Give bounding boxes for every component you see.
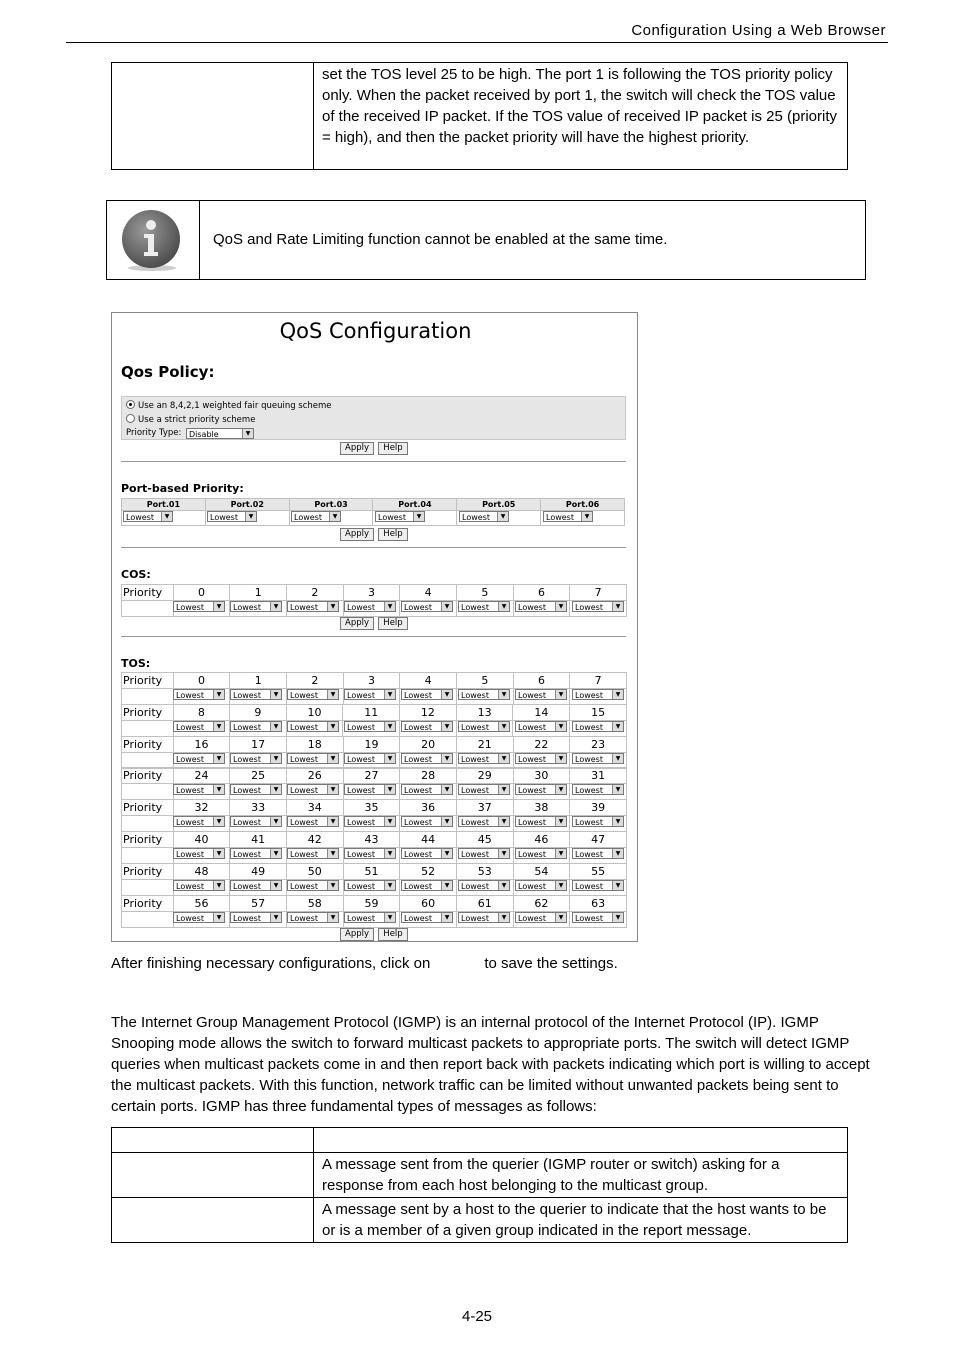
- help-button[interactable]: Help: [378, 928, 408, 941]
- priority-select[interactable]: Lowest ▼: [287, 848, 339, 859]
- priority-select[interactable]: Lowest ▼: [123, 511, 173, 522]
- priority-level: 33: [230, 800, 287, 816]
- chevron-down-icon: ▼: [555, 602, 566, 611]
- tos-description-text: set the TOS level 25 to be high. The port 1 is following the TOS priority policy only. When the packet received by port 1, the switch will check the TOS value of the received IP packet. If the TOS value of received IP packet is 25 (priority = high), and then the packet priority will have the highest priority.: [314, 63, 848, 170]
- cos-heading: COS:: [121, 568, 151, 581]
- priority-level: 5: [456, 673, 513, 689]
- priority-level: 23: [570, 736, 627, 752]
- priority-select[interactable]: Lowest ▼: [458, 848, 510, 859]
- priority-level: 7: [570, 673, 627, 689]
- priority-select[interactable]: Lowest ▼: [572, 753, 624, 764]
- chevron-down-icon: ▼: [555, 849, 566, 858]
- priority-level: 50: [286, 863, 343, 879]
- chevron-down-icon: ▼: [270, 602, 281, 611]
- priority-level: 20: [400, 736, 457, 752]
- priority-select[interactable]: Lowest ▼: [515, 912, 567, 923]
- priority-select[interactable]: Lowest ▼: [401, 848, 453, 859]
- priority-select[interactable]: Lowest ▼: [287, 689, 339, 700]
- chevron-down-icon: ▼: [270, 754, 281, 763]
- priority-level: 11: [343, 704, 400, 720]
- priority-select[interactable]: Lowest ▼: [572, 721, 624, 732]
- priority-level: 41: [230, 832, 287, 848]
- priority-select[interactable]: Lowest ▼: [230, 880, 282, 891]
- priority-select[interactable]: Lowest ▼: [458, 689, 510, 700]
- chevron-down-icon: ▼: [270, 722, 281, 731]
- chevron-down-icon: ▼: [612, 913, 623, 922]
- chevron-down-icon: ▼: [441, 817, 452, 826]
- chevron-down-icon: ▼: [498, 722, 509, 731]
- priority-select[interactable]: Lowest ▼: [401, 880, 453, 891]
- priority-level: 57: [230, 895, 287, 911]
- chevron-down-icon: ▼: [498, 785, 509, 794]
- priority-level: 39: [570, 800, 627, 816]
- priority-select[interactable]: Lowest ▼: [401, 816, 453, 827]
- chevron-down-icon: ▼: [612, 602, 623, 611]
- priority-select[interactable]: Lowest ▼: [515, 880, 567, 891]
- priority-level: 29: [456, 768, 513, 784]
- priority-level: 10: [286, 704, 343, 720]
- port-header: Port.01: [122, 499, 206, 511]
- chevron-down-icon: ▼: [384, 881, 395, 890]
- chevron-down-icon: ▼: [497, 512, 508, 521]
- port-header: Port.02: [205, 499, 289, 511]
- priority-select[interactable]: Lowest ▼: [344, 753, 396, 764]
- chevron-down-icon: ▼: [612, 849, 623, 858]
- priority-level: 15: [570, 704, 627, 720]
- priority-select[interactable]: Lowest ▼: [230, 689, 282, 700]
- igmp-description: A message sent from the querier (IGMP router or switch) asking for a response from each host belonging to the multicast group.: [314, 1153, 848, 1198]
- priority-select[interactable]: Lowest ▼: [572, 816, 624, 827]
- igmp-message-table: [111, 1127, 848, 1243]
- priority-level: 43: [343, 832, 400, 848]
- priority-level: 27: [343, 768, 400, 784]
- after-text: After finishing necessary configurations, click on to save the settings.: [111, 955, 618, 972]
- priority-select[interactable]: Lowest ▼: [173, 816, 225, 827]
- chevron-down-icon: ▼: [555, 690, 566, 699]
- priority-level: 52: [400, 863, 457, 879]
- priority-select[interactable]: Lowest ▼: [458, 753, 510, 764]
- priority-level: 17: [230, 736, 287, 752]
- priority-level: 45: [456, 832, 513, 848]
- priority-select[interactable]: Lowest ▼: [515, 601, 567, 612]
- priority-level: 25: [230, 768, 287, 784]
- priority-level: 31: [570, 768, 627, 784]
- wfq-label: Use an 8,4,2,1 weighted fair queuing scheme: [138, 401, 332, 411]
- priority-level: 42: [286, 832, 343, 848]
- chevron-down-icon: ▼: [327, 785, 338, 794]
- chevron-down-icon: ▼: [555, 913, 566, 922]
- priority-select[interactable]: Lowest ▼: [458, 816, 510, 827]
- chevron-down-icon: ▼: [327, 722, 338, 731]
- chevron-down-icon: ▼: [441, 913, 452, 922]
- chevron-down-icon: ▼: [213, 849, 224, 858]
- priority-select[interactable]: Lowest ▼: [287, 912, 339, 923]
- priority-level: 49: [230, 863, 287, 879]
- priority-select[interactable]: Lowest ▼: [344, 689, 396, 700]
- priority-level: 24: [173, 768, 230, 784]
- header-rule: [66, 42, 888, 43]
- priority-level: 35: [343, 800, 400, 816]
- priority-level: 56: [173, 895, 230, 911]
- priority-select[interactable]: Lowest ▼: [207, 511, 257, 522]
- priority-select[interactable]: Lowest ▼: [230, 784, 282, 795]
- priority-select[interactable]: Lowest ▼: [287, 721, 339, 732]
- priority-select[interactable]: Lowest ▼: [458, 601, 510, 612]
- chevron-down-icon: ▼: [413, 512, 424, 521]
- priority-select[interactable]: Lowest ▼: [344, 784, 396, 795]
- priority-level: 55: [570, 863, 627, 879]
- priority-level: 38: [513, 800, 570, 816]
- divider: [121, 461, 626, 462]
- priority-level: 3: [343, 585, 400, 601]
- priority-label: Priority: [122, 863, 174, 879]
- priority-level: 5: [456, 585, 513, 601]
- chevron-down-icon: ▼: [327, 849, 338, 858]
- strict-option[interactable]: [126, 414, 255, 425]
- strict-label: Use a strict priority scheme: [138, 415, 256, 425]
- chevron-down-icon: ▼: [498, 817, 509, 826]
- priority-level: 6: [513, 673, 570, 689]
- chevron-down-icon: ▼: [213, 881, 224, 890]
- priority-select[interactable]: Lowest ▼: [287, 753, 339, 764]
- table-row: [112, 1153, 848, 1198]
- chevron-down-icon: ▼: [213, 785, 224, 794]
- divider: [121, 547, 626, 548]
- priority-level: 53: [456, 863, 513, 879]
- priority-select[interactable]: Lowest ▼: [287, 816, 339, 827]
- chevron-down-icon: ▼: [498, 754, 509, 763]
- chevron-down-icon: ▼: [329, 512, 340, 521]
- chevron-down-icon: ▼: [384, 817, 395, 826]
- apply-button[interactable]: Apply: [340, 617, 374, 630]
- priority-level: 4: [400, 585, 457, 601]
- chevron-down-icon: ▼: [612, 817, 623, 826]
- priority-level: 2: [287, 673, 344, 689]
- chevron-down-icon: ▼: [327, 913, 338, 922]
- priority-level: 51: [343, 863, 400, 879]
- priority-level: 36: [400, 800, 457, 816]
- priority-level: 40: [173, 832, 230, 848]
- help-button[interactable]: Help: [378, 442, 408, 455]
- chevron-down-icon: ▼: [270, 690, 281, 699]
- priority-select[interactable]: Lowest ▼: [572, 601, 624, 612]
- priority-level: 47: [570, 832, 627, 848]
- port-header: Port.03: [289, 499, 373, 511]
- chevron-down-icon: ▼: [498, 690, 509, 699]
- priority-level: 16: [173, 736, 230, 752]
- chevron-down-icon: ▼: [441, 722, 452, 731]
- radio-selected[interactable]: [126, 400, 135, 409]
- chevron-down-icon: ▼: [384, 722, 395, 731]
- priority-select[interactable]: Lowest ▼: [230, 721, 282, 732]
- port-priority-heading: Port-based Priority:: [121, 482, 244, 495]
- chevron-down-icon: ▼: [555, 754, 566, 763]
- priority-level: 62: [513, 895, 570, 911]
- priority-level: 28: [400, 768, 457, 784]
- priority-level: 13: [456, 704, 513, 720]
- priority-level: 48: [173, 863, 230, 879]
- chevron-down-icon: ▼: [555, 785, 566, 794]
- chevron-down-icon: ▼: [327, 881, 338, 890]
- priority-level: 9: [230, 704, 287, 720]
- chevron-down-icon: ▼: [213, 817, 224, 826]
- chevron-down-icon: ▼: [441, 881, 452, 890]
- qos-policy-heading: Qos Policy:: [121, 363, 215, 381]
- priority-label: Priority: [122, 800, 174, 816]
- divider: [121, 636, 626, 637]
- priority-select[interactable]: Lowest ▼: [173, 880, 225, 891]
- chevron-down-icon: ▼: [384, 849, 395, 858]
- igmp-paragraph: The Internet Group Management Protocol (IGMP) is an internal protocol of the Internet Protocol (IP). IGMP Snooping mode allows the switch to forward multicast packets to appropriate ports. The switch will detect IGMP queries when multicast packets come in and then report back with packets indicating which port is willing to accept the multicast packets. With this function, network traffic can be limited without unwanted packets being sent to certain ports. IGMP has three fundamental types of messages as follows:: [111, 1014, 870, 1115]
- apply-button[interactable]: Apply: [340, 442, 374, 455]
- chevron-down-icon: ▼: [213, 754, 224, 763]
- policy-box: [121, 396, 626, 440]
- priority-level: 60: [400, 895, 457, 911]
- page-number: 4-25: [461, 1308, 493, 1325]
- chevron-down-icon: ▼: [384, 690, 395, 699]
- chevron-down-icon: ▼: [242, 429, 253, 438]
- priority-level: 58: [286, 895, 343, 911]
- priority-select[interactable]: Lowest ▼: [572, 848, 624, 859]
- priority-select[interactable]: Lowest ▼: [458, 721, 510, 732]
- priority-select[interactable]: Lowest ▼: [230, 601, 282, 612]
- help-button[interactable]: Help: [378, 617, 408, 630]
- priority-select[interactable]: Lowest ▼: [291, 511, 341, 522]
- priority-select[interactable]: Lowest ▼: [230, 912, 282, 923]
- priority-select[interactable]: Lowest ▼: [344, 721, 396, 732]
- priority-level: 61: [456, 895, 513, 911]
- priority-level: 4: [400, 673, 457, 689]
- priority-select[interactable]: Lowest ▼: [572, 880, 624, 891]
- priority-select[interactable]: Lowest ▼: [401, 689, 453, 700]
- priority-level: 0: [173, 585, 230, 601]
- priority-level: 7: [570, 585, 627, 601]
- priority-select[interactable]: Lowest ▼: [458, 880, 510, 891]
- priority-select[interactable]: Lowest ▼: [401, 753, 453, 764]
- chevron-down-icon: ▼: [270, 881, 281, 890]
- priority-select[interactable]: Lowest ▼: [458, 784, 510, 795]
- priority-select[interactable]: Lowest ▼: [515, 784, 567, 795]
- priority-select[interactable]: Lowest ▼: [173, 601, 225, 612]
- priority-select[interactable]: Lowest ▼: [344, 848, 396, 859]
- chevron-down-icon: ▼: [498, 849, 509, 858]
- priority-level: 1: [230, 585, 287, 601]
- priority-level: 1: [230, 673, 287, 689]
- chevron-down-icon: ▼: [384, 602, 395, 611]
- priority-level: 6: [513, 585, 570, 601]
- priority-level: 21: [456, 736, 513, 752]
- priority-select[interactable]: Lowest ▼: [515, 689, 567, 700]
- priority-select[interactable]: Lowest ▼: [173, 753, 225, 764]
- chevron-down-icon: ▼: [612, 754, 623, 763]
- priority-select[interactable]: Lowest ▼: [173, 784, 225, 795]
- priority-select[interactable]: Lowest ▼: [344, 601, 396, 612]
- priority-level: 46: [513, 832, 570, 848]
- priority-label: Priority: [122, 895, 174, 911]
- priority-select[interactable]: Lowest ▼: [515, 721, 567, 732]
- priority-label: Priority: [122, 585, 174, 601]
- port-header: Port.06: [541, 499, 625, 511]
- chevron-down-icon: ▼: [213, 913, 224, 922]
- priority-select[interactable]: Lowest ▼: [230, 816, 282, 827]
- priority-select[interactable]: Lowest ▼: [287, 784, 339, 795]
- priority-select[interactable]: Lowest ▼: [375, 511, 425, 522]
- tos-description-table: [111, 62, 848, 170]
- chevron-down-icon: ▼: [612, 690, 623, 699]
- chevron-down-icon: ▼: [581, 512, 592, 521]
- note-text: QoS and Rate Limiting function cannot be enabled at the same time.: [213, 231, 668, 248]
- priority-level: 22: [513, 736, 570, 752]
- port-header: Port.04: [373, 499, 457, 511]
- chevron-down-icon: ▼: [327, 602, 338, 611]
- chevron-down-icon: ▼: [441, 785, 452, 794]
- chevron-down-icon: ▼: [441, 690, 452, 699]
- chevron-down-icon: ▼: [555, 881, 566, 890]
- priority-level: 34: [286, 800, 343, 816]
- priority-level: 59: [343, 895, 400, 911]
- chevron-down-icon: ▼: [555, 817, 566, 826]
- chevron-down-icon: ▼: [270, 817, 281, 826]
- priority-select[interactable]: Lowest ▼: [459, 511, 509, 522]
- priority-select[interactable]: Lowest ▼: [401, 601, 453, 612]
- priority-select[interactable]: Lowest ▼: [344, 816, 396, 827]
- chevron-down-icon: ▼: [441, 849, 452, 858]
- chevron-down-icon: ▼: [213, 722, 224, 731]
- priority-level: 32: [173, 800, 230, 816]
- priority-select[interactable]: Lowest ▼: [173, 721, 225, 732]
- chevron-down-icon: ▼: [612, 785, 623, 794]
- priority-level: 54: [513, 863, 570, 879]
- priority-select[interactable]: Lowest ▼: [401, 784, 453, 795]
- priority-level: 44: [400, 832, 457, 848]
- priority-level: 2: [287, 585, 344, 601]
- chevron-down-icon: ▼: [498, 602, 509, 611]
- priority-select[interactable]: Lowest ▼: [458, 912, 510, 923]
- chevron-down-icon: ▼: [384, 913, 395, 922]
- priority-label: Priority: [122, 673, 174, 689]
- radio-unselected[interactable]: [126, 414, 135, 423]
- priority-type-select[interactable]: Disable ▼: [186, 428, 254, 439]
- chevron-down-icon: ▼: [327, 690, 338, 699]
- note-box: [106, 200, 866, 280]
- priority-select[interactable]: Lowest ▼: [515, 816, 567, 827]
- chevron-down-icon: ▼: [498, 881, 509, 890]
- chevron-down-icon: ▼: [441, 602, 452, 611]
- priority-select[interactable]: Lowest ▼: [572, 784, 624, 795]
- wfq-option[interactable]: [126, 400, 332, 411]
- apply-button[interactable]: Apply: [340, 928, 374, 941]
- apply-button[interactable]: Apply: [340, 528, 374, 541]
- priority-select[interactable]: Lowest ▼: [543, 511, 593, 522]
- priority-select[interactable]: Lowest ▼: [515, 753, 567, 764]
- priority-label: Priority: [122, 704, 174, 720]
- igmp-description: A message sent by a host to the querier to indicate that the host wants to be or is a member of a given group indicated in the report message.: [314, 1198, 848, 1243]
- priority-select[interactable]: Lowest ▼: [230, 753, 282, 764]
- priority-select[interactable]: Lowest ▼: [572, 912, 624, 923]
- help-button[interactable]: Help: [378, 528, 408, 541]
- priority-type-label: Priority Type:: [126, 428, 182, 438]
- priority-level: 26: [286, 768, 343, 784]
- qos-title: QoS Configuration: [279, 319, 472, 343]
- priority-select[interactable]: Lowest ▼: [230, 848, 282, 859]
- priority-select[interactable]: Lowest ▼: [515, 848, 567, 859]
- chevron-down-icon: ▼: [270, 913, 281, 922]
- priority-level: 18: [286, 736, 343, 752]
- priority-select[interactable]: Lowest ▼: [173, 848, 225, 859]
- table-row: [112, 1128, 848, 1153]
- priority-level: 37: [456, 800, 513, 816]
- priority-level: 12: [400, 704, 457, 720]
- chevron-down-icon: ▼: [245, 512, 256, 521]
- priority-select[interactable]: Lowest ▼: [401, 912, 453, 923]
- chevron-down-icon: ▼: [384, 754, 395, 763]
- running-header: Configuration Using a Web Browser: [631, 22, 886, 39]
- priority-select[interactable]: Lowest ▼: [401, 721, 453, 732]
- priority-label: Priority: [122, 768, 174, 784]
- tos-heading: TOS:: [121, 657, 151, 670]
- chevron-down-icon: ▼: [270, 785, 281, 794]
- chevron-down-icon: ▼: [555, 722, 566, 731]
- priority-select[interactable]: Lowest ▼: [344, 880, 396, 891]
- priority-level: 3: [343, 673, 400, 689]
- priority-select[interactable]: Lowest ▼: [173, 912, 225, 923]
- table-row: [112, 1198, 848, 1243]
- priority-level: 19: [343, 736, 400, 752]
- qos-configuration-screenshot: [111, 312, 638, 942]
- priority-level: 14: [513, 704, 570, 720]
- priority-label: Priority: [122, 832, 174, 848]
- chevron-down-icon: ▼: [213, 602, 224, 611]
- priority-select[interactable]: Lowest ▼: [287, 601, 339, 612]
- chevron-down-icon: ▼: [327, 817, 338, 826]
- igmp-description: [314, 1128, 848, 1153]
- priority-level: 63: [570, 895, 627, 911]
- chevron-down-icon: ▼: [498, 913, 509, 922]
- chevron-down-icon: ▼: [441, 754, 452, 763]
- priority-level: 8: [173, 704, 230, 720]
- chevron-down-icon: ▼: [213, 690, 224, 699]
- chevron-down-icon: ▼: [612, 722, 623, 731]
- port-header: Port.05: [457, 499, 541, 511]
- priority-level: 30: [513, 768, 570, 784]
- chevron-down-icon: ▼: [612, 881, 623, 890]
- priority-select[interactable]: Lowest ▼: [173, 689, 225, 700]
- table-empty-cell: [112, 63, 314, 170]
- priority-select[interactable]: Lowest ▼: [572, 689, 624, 700]
- priority-label: Priority: [122, 736, 174, 752]
- chevron-down-icon: ▼: [270, 849, 281, 858]
- priority-select[interactable]: Lowest ▼: [287, 880, 339, 891]
- chevron-down-icon: ▼: [327, 754, 338, 763]
- priority-select[interactable]: Lowest ▼: [344, 912, 396, 923]
- priority-level: 0: [173, 673, 230, 689]
- info-icon: [119, 207, 185, 273]
- chevron-down-icon: ▼: [384, 785, 395, 794]
- chevron-down-icon: ▼: [161, 512, 172, 521]
